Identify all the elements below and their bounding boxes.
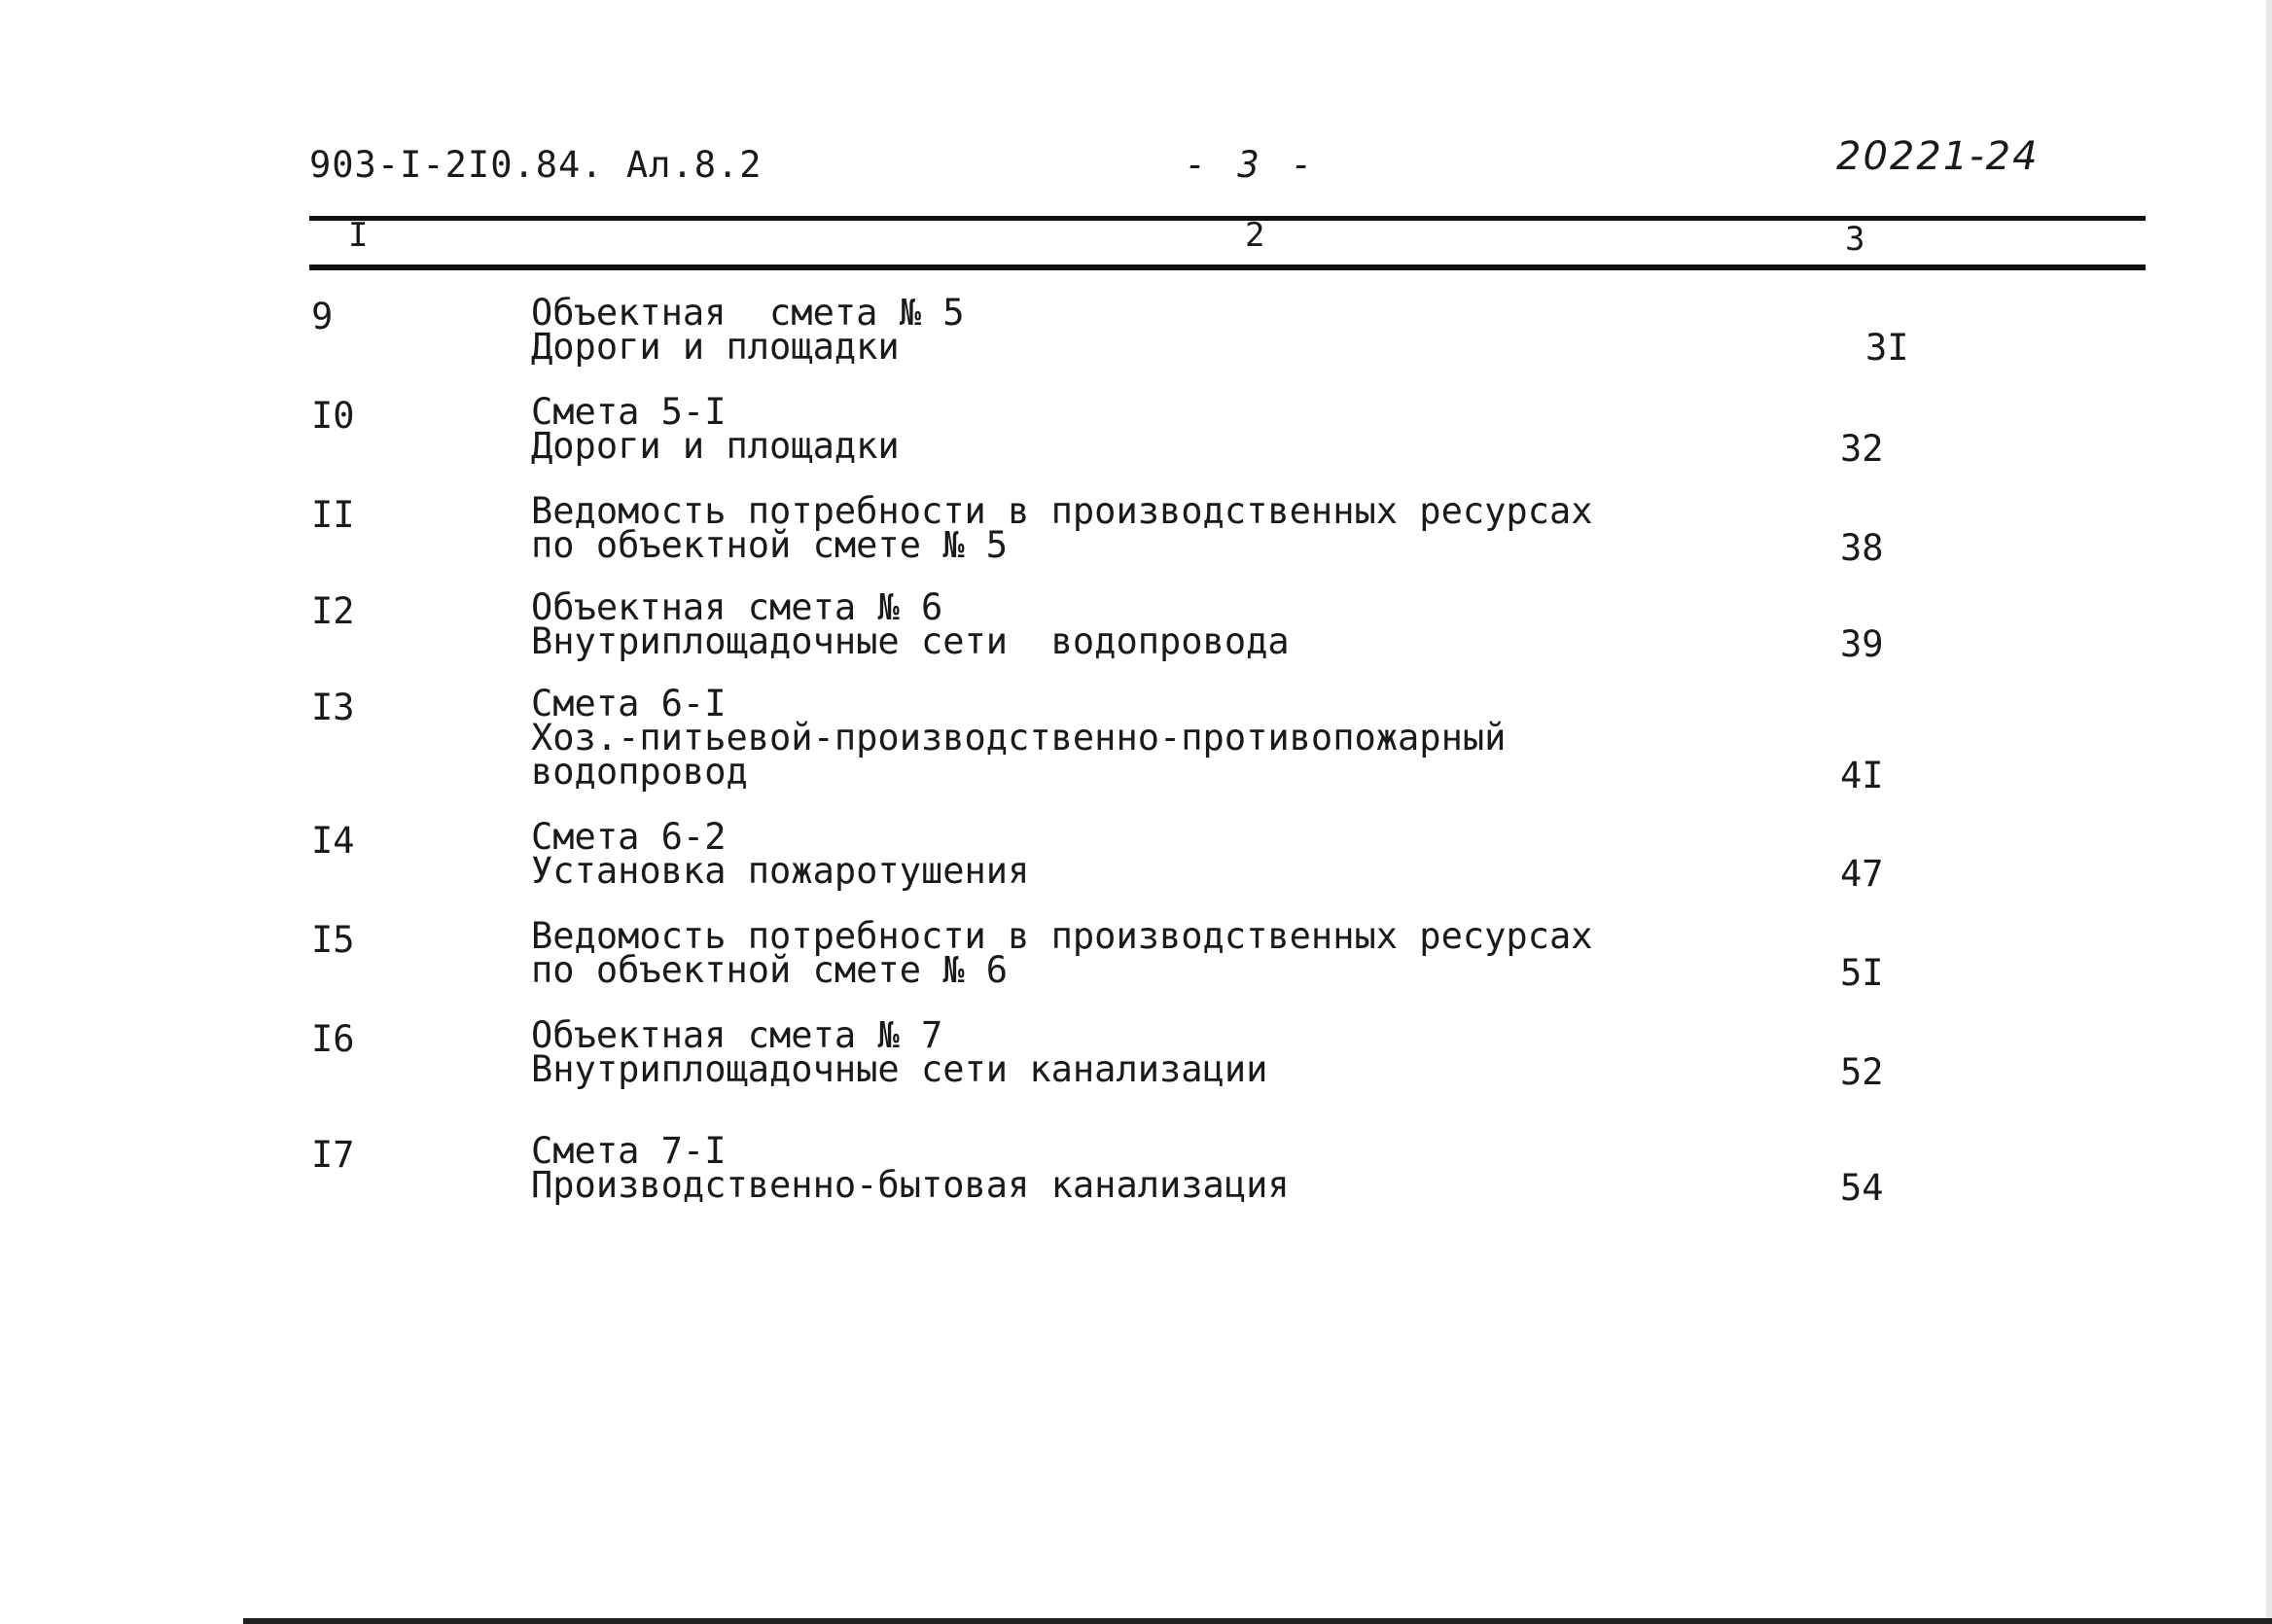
column-header-3: 3 [1845,220,1865,259]
row-description [531,292,965,368]
row-description [531,391,900,467]
row-description-line: Внутриплощадочные сети канализации [531,1048,1268,1090]
row-description-line: Ведомость потребности в производственных ресурсах [531,490,1593,532]
row-number: I6 [311,1018,355,1060]
row-description [531,1130,1290,1206]
row-description-line: Объектная смета № 6 [531,586,943,628]
row-description [531,816,1030,892]
row-description-line: Установка пожаротушения [531,850,1030,892]
column-header-1: I [348,216,369,255]
row-description [531,490,1593,566]
row-page: 54 [1840,1167,1884,1209]
row-description [531,915,1593,991]
row-number: 9 [311,296,334,337]
row-number: I0 [311,395,355,437]
row-description-line: Ведомость потребности в производственных ресурсах [531,915,1593,957]
row-description-line: Объектная смета № 7 [531,1014,943,1056]
page-number: - 3 - [1185,144,1313,186]
scan-edge-right [2266,0,2272,1624]
row-page: 38 [1840,527,1884,569]
row-page: 4I [1840,755,1884,796]
row-description-line: Дороги и площадки [531,425,900,467]
row-description-line: Объектная смета № 5 [531,292,965,334]
row-page: 3I [1865,327,1909,369]
row-description-line: по объектной смете № 6 [531,949,1009,991]
row-number: II [311,494,355,536]
row-description [531,586,1290,662]
row-page: 39 [1840,623,1884,665]
row-description-line: Смета 6-2 [531,816,727,858]
row-description-line: водопровод [531,751,748,793]
row-description-line: по объектной смете № 5 [531,524,1009,566]
row-description-line: Внутриплощадочные сети водопровода [531,620,1290,662]
row-description [531,683,1507,793]
row-description-line: Производственно-бытовая канализация [531,1164,1290,1206]
row-number: I4 [311,820,355,862]
row-page: 47 [1840,853,1884,895]
table-top-rule [309,216,2146,221]
scan-edge-bottom [243,1618,2272,1624]
row-page: 5I [1840,952,1884,994]
row-description [531,1014,1268,1090]
row-page: 32 [1840,428,1884,470]
row-description-line: Смета 7-I [531,1130,727,1172]
row-description-line: Хоз.-питьевой-производственно-противопожарный [531,717,1507,759]
document-code: 903-I-2I0.84. Ал.8.2 [309,144,763,186]
row-number: I5 [311,919,355,961]
row-number: I2 [311,590,355,632]
row-description-line: Смета 5-I [531,391,727,433]
archive-number: 20221-24 [1836,134,2040,179]
row-page: 52 [1840,1051,1884,1093]
row-number: I3 [311,687,355,728]
row-description-line: Смета 6-I [531,683,727,724]
column-header-2: 2 [1245,216,1265,255]
row-description-line: Дороги и площадки [531,326,900,368]
table-header-rule [309,265,2146,270]
row-number: I7 [311,1134,355,1176]
